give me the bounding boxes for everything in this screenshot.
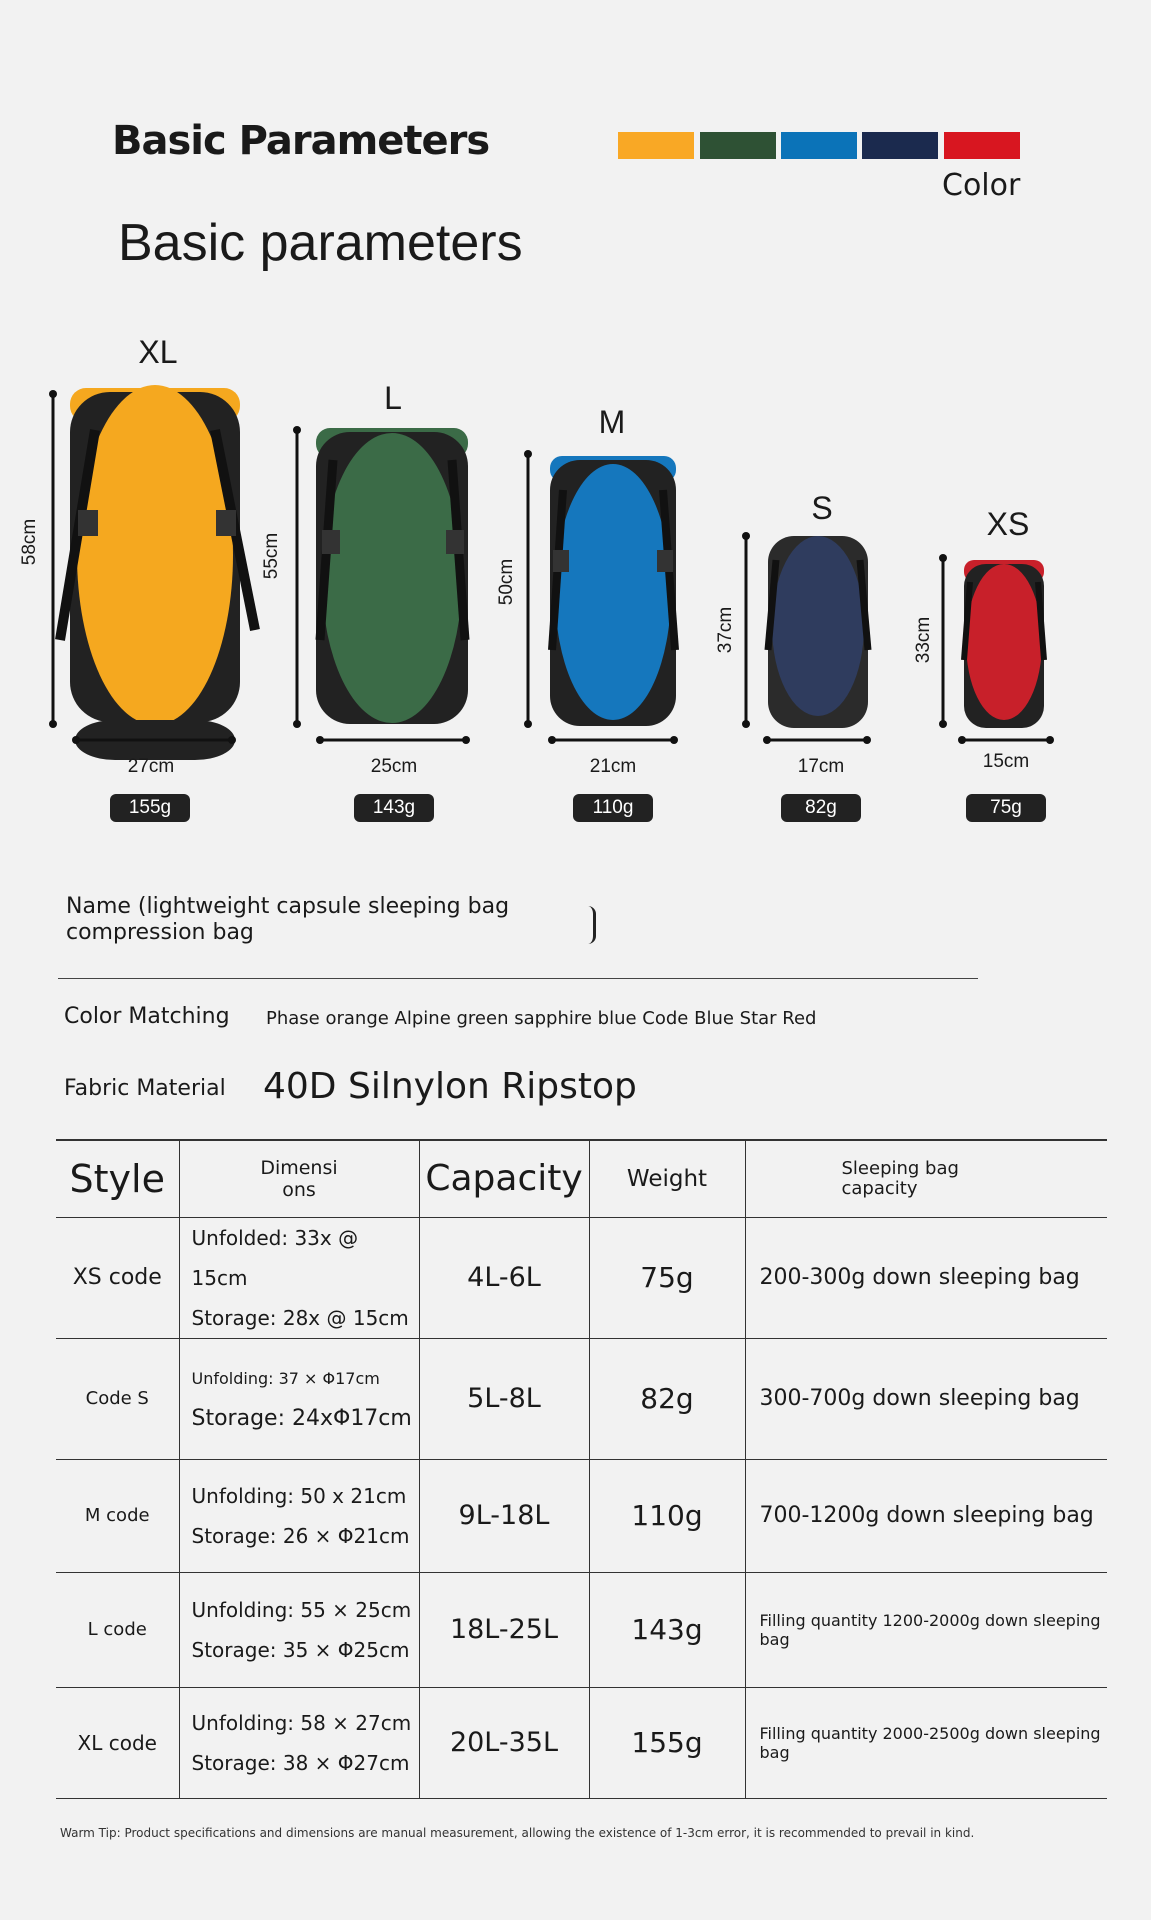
row-sleeping-bag: Filling quantity 1200-2000g down sleeping bag bbox=[745, 1572, 1107, 1687]
header-sbc-line1: Sleeping bag bbox=[841, 1157, 959, 1179]
bag-xl-buckle-right bbox=[216, 510, 236, 536]
color-swatch-green bbox=[700, 132, 776, 159]
size-label-m: M bbox=[598, 404, 626, 440]
row-code: L code bbox=[56, 1572, 179, 1687]
divider bbox=[58, 978, 978, 979]
table-row bbox=[56, 1217, 1107, 1338]
row-weight: 82g bbox=[589, 1338, 745, 1459]
width-label-xs: 15cm bbox=[982, 751, 1030, 772]
header-capacity: Capacity bbox=[419, 1140, 589, 1217]
table-header-row bbox=[56, 1140, 1107, 1217]
header-dimensions-line1: Dimensi bbox=[260, 1156, 338, 1179]
header-weight: Weight bbox=[589, 1140, 745, 1217]
bag-s-image bbox=[768, 536, 868, 728]
row-capacity: 9L-18L bbox=[419, 1459, 589, 1572]
table-row bbox=[56, 1459, 1107, 1572]
width-label-l: 25cm bbox=[370, 756, 418, 777]
weight-badge-xs: 75g bbox=[966, 794, 1046, 822]
spec-table bbox=[56, 1139, 1107, 1799]
color-swatch-orange bbox=[618, 132, 694, 159]
row-sleeping-bag: 700-1200g down sleeping bag bbox=[745, 1459, 1107, 1572]
size-label-l: L bbox=[384, 380, 402, 416]
color-swatch-red bbox=[944, 132, 1020, 159]
row-capacity: 5L-8L bbox=[419, 1338, 589, 1459]
header-sleeping-bag-capacity bbox=[745, 1140, 1107, 1217]
bag-xl-image bbox=[60, 385, 255, 760]
header-dimensions-line2: ons bbox=[282, 1178, 316, 1201]
row-capacity: 20L-35L bbox=[419, 1687, 589, 1798]
bag-l-buckle-right bbox=[446, 530, 464, 554]
fabric-material-label: Fabric Material bbox=[64, 1076, 226, 1101]
row-dimensions bbox=[179, 1217, 419, 1338]
height-label-s: 37cm bbox=[715, 606, 736, 654]
size-label-s: S bbox=[811, 490, 833, 526]
page-subtitle: Basic parameters bbox=[118, 214, 523, 272]
row-unfold: Unfolding: 55 × 25cm bbox=[191, 1597, 412, 1622]
color-matching-label: Color Matching bbox=[64, 1004, 230, 1029]
row-unfold: Unfolded: 33x @ 15cm bbox=[191, 1225, 359, 1290]
table-row bbox=[56, 1338, 1107, 1459]
header-dimensions bbox=[179, 1140, 419, 1217]
bag-m-panel bbox=[555, 464, 671, 720]
row-unfold: Unfolding: 37 × Φ17cm bbox=[191, 1368, 380, 1388]
color-swatch-navy bbox=[862, 132, 938, 159]
height-label-l: 55cm bbox=[261, 532, 282, 580]
row-capacity: 18L-25L bbox=[419, 1572, 589, 1687]
row-storage: Storage: 35 × Φ25cm bbox=[191, 1637, 410, 1662]
table-row bbox=[56, 1572, 1107, 1687]
row-weight: 110g bbox=[589, 1459, 745, 1572]
row-unfold: Unfolding: 58 × 27cm bbox=[191, 1710, 412, 1735]
weight-badge-s: 82g bbox=[781, 794, 861, 822]
row-sleeping-bag: Filling quantity 2000-2500g down sleeping bag bbox=[745, 1687, 1107, 1798]
weight-badge-xl: 155g bbox=[110, 794, 190, 822]
row-capacity: 4L-6L bbox=[419, 1217, 589, 1338]
row-code: M code bbox=[56, 1459, 179, 1572]
color-label: Color bbox=[942, 168, 1021, 203]
row-storage: Storage: 26 × Φ21cm bbox=[191, 1523, 410, 1548]
header-style: Style bbox=[56, 1140, 179, 1217]
table-row bbox=[56, 1687, 1107, 1798]
warm-tip: Warm Tip: Product specifications and dimensions are manual measurement, allowing the existence of 1-3cm error, it is recommended to prevail in kind. bbox=[60, 1826, 975, 1840]
bag-m-image bbox=[550, 456, 676, 726]
row-code: XS code bbox=[56, 1217, 179, 1338]
header-sbc-line2: capacity bbox=[841, 1177, 918, 1199]
height-label-m: 50cm bbox=[496, 558, 517, 606]
bag-l-image bbox=[316, 428, 468, 724]
row-dimensions bbox=[179, 1572, 419, 1687]
bag-l-buckle-left bbox=[322, 530, 340, 554]
header-title: Basic Parameters bbox=[112, 118, 490, 164]
bag-m-buckle-right bbox=[657, 550, 673, 572]
color-matching-value: Phase orange Alpine green sapphire blue Code Blue Star Red bbox=[266, 1008, 817, 1029]
row-storage: Storage: 38 × Φ27cm bbox=[191, 1750, 410, 1775]
color-swatch-blue bbox=[781, 132, 857, 159]
row-dimensions bbox=[179, 1338, 419, 1459]
row-dimensions bbox=[179, 1687, 419, 1798]
row-code: XL code bbox=[56, 1687, 179, 1798]
weight-badge-m: 110g bbox=[573, 794, 653, 822]
row-unfold: Unfolding: 50 x 21cm bbox=[191, 1483, 407, 1508]
row-weight: 143g bbox=[589, 1572, 745, 1687]
bag-xl-buckle-left bbox=[78, 510, 98, 536]
row-weight: 155g bbox=[589, 1687, 745, 1798]
height-label-xl: 58cm bbox=[19, 518, 40, 566]
row-storage: Storage: 24xΦ17cm bbox=[191, 1405, 412, 1431]
bag-l-panel bbox=[322, 433, 462, 723]
fabric-material-value: 40D Silnylon Ripstop bbox=[263, 1066, 637, 1107]
width-label-s: 17cm bbox=[797, 756, 845, 777]
bag-xl-panel bbox=[77, 385, 233, 725]
size-label-xl: XL bbox=[138, 334, 178, 370]
row-dimensions bbox=[179, 1459, 419, 1572]
weight-badge-l: 143g bbox=[354, 794, 434, 822]
row-sleeping-bag: 200-300g down sleeping bag bbox=[745, 1217, 1107, 1338]
bag-xs-panel bbox=[966, 564, 1042, 720]
width-label-m: 21cm bbox=[589, 756, 637, 777]
bag-s-panel bbox=[772, 536, 864, 716]
row-code: Code S bbox=[56, 1338, 179, 1459]
size-label-xs: XS bbox=[986, 506, 1030, 542]
height-label-xs: 33cm bbox=[913, 616, 934, 664]
width-label-xl: 27cm bbox=[127, 756, 175, 777]
bag-xs-image bbox=[964, 560, 1044, 728]
row-storage: Storage: 28x @ 15cm bbox=[191, 1305, 409, 1330]
name-bracket-mark bbox=[587, 906, 596, 944]
bag-m-buckle-left bbox=[553, 550, 569, 572]
product-name-label: Name (lightweight capsule sleeping bag compression bag bbox=[66, 894, 510, 945]
row-weight: 75g bbox=[589, 1217, 745, 1338]
row-sleeping-bag: 300-700g down sleeping bag bbox=[745, 1338, 1107, 1459]
